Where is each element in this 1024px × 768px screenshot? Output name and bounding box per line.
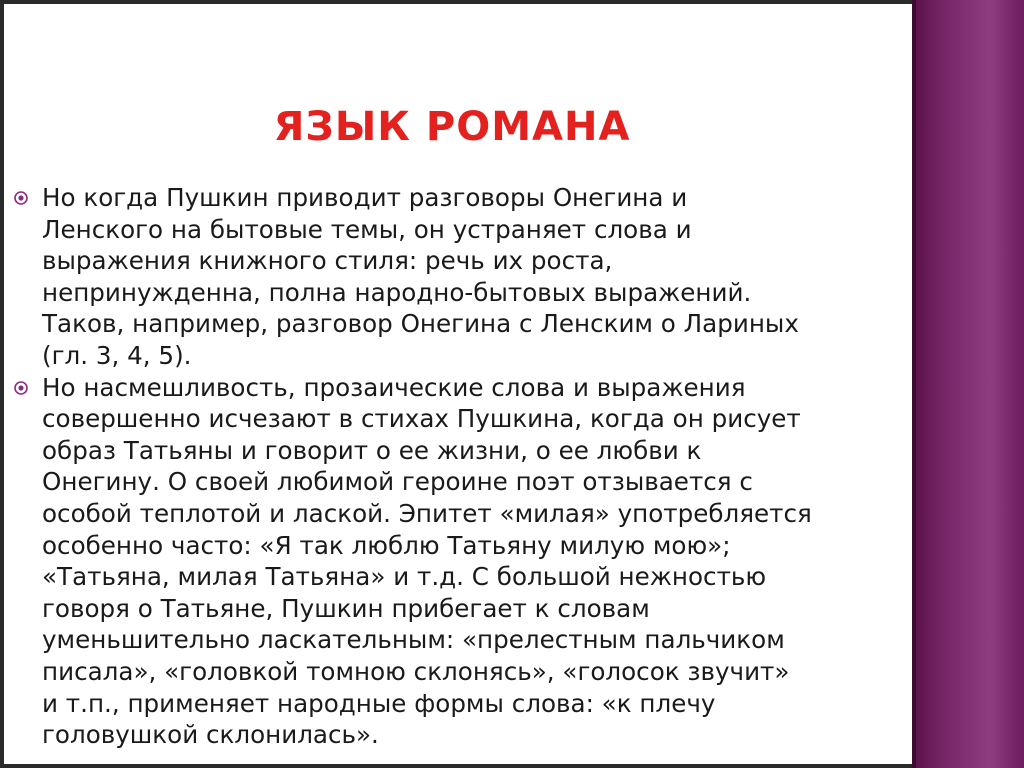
bullet-line: говоря о Татьяне, Пушкин прибегает к словам xyxy=(42,593,650,623)
slide-title-text: ЯЗЫК РОМАНА xyxy=(273,104,631,150)
bullet-line: «Татьяна, милая Татьяна» и т.д. С большой нежностью xyxy=(42,562,767,592)
bullet-line: особенно часто: «Я так люблю Татьяну милую мою»; xyxy=(42,530,731,560)
circle-bullet-icon xyxy=(14,381,28,395)
slide-title xyxy=(0,104,912,150)
bullet-line: непринужденна, полна народно-бытовых выражений. xyxy=(42,277,752,307)
bullet-line: совершенно исчезают в стихах Пушкина, когда он рисует xyxy=(42,404,801,434)
bullet-line: и т.п., применяет народные формы слова: «к плечу xyxy=(42,688,716,718)
bullet-line: головушкой склонилась». xyxy=(42,720,379,750)
bullet-line: особой теплотой и лаской. Эпитет «милая» употребляется xyxy=(42,498,812,528)
bullet-item-2 xyxy=(14,372,904,751)
bullet-text-2 xyxy=(42,372,904,751)
bullet-line: Онегину. О своей любимой героине поэт отзывается с xyxy=(42,467,753,497)
bullet-line: образ Татьяны и говорит о ее жизни, о ее любви к xyxy=(42,435,702,465)
bullet-list xyxy=(14,182,904,751)
bullet-line: выражения книжного стиля: речь их роста, xyxy=(42,246,613,276)
side-decoration-band xyxy=(912,0,1024,768)
bullet-line: уменьшительно ласкательным: «прелестным пальчиком xyxy=(42,625,785,655)
bullet-text-1 xyxy=(42,182,904,372)
bullet-line: (гл. 3, 4, 5). xyxy=(42,340,192,370)
bullet-line: Ленского на бытовые темы, он устраняет слова и xyxy=(42,214,692,244)
circle-bullet-icon xyxy=(14,191,28,205)
bullet-line: Таков, например, разговор Онегина с Ленским о Лариных xyxy=(42,309,799,339)
bullet-line: Но когда Пушкин приводит разговоры Онегина и xyxy=(42,183,688,212)
bullet-line: писала», «головкой томною склонясь», «голосок звучит» xyxy=(42,656,790,686)
bullet-line: Но насмешливость, прозаические слова и выражения xyxy=(42,372,746,402)
bullet-item-1 xyxy=(14,182,904,372)
